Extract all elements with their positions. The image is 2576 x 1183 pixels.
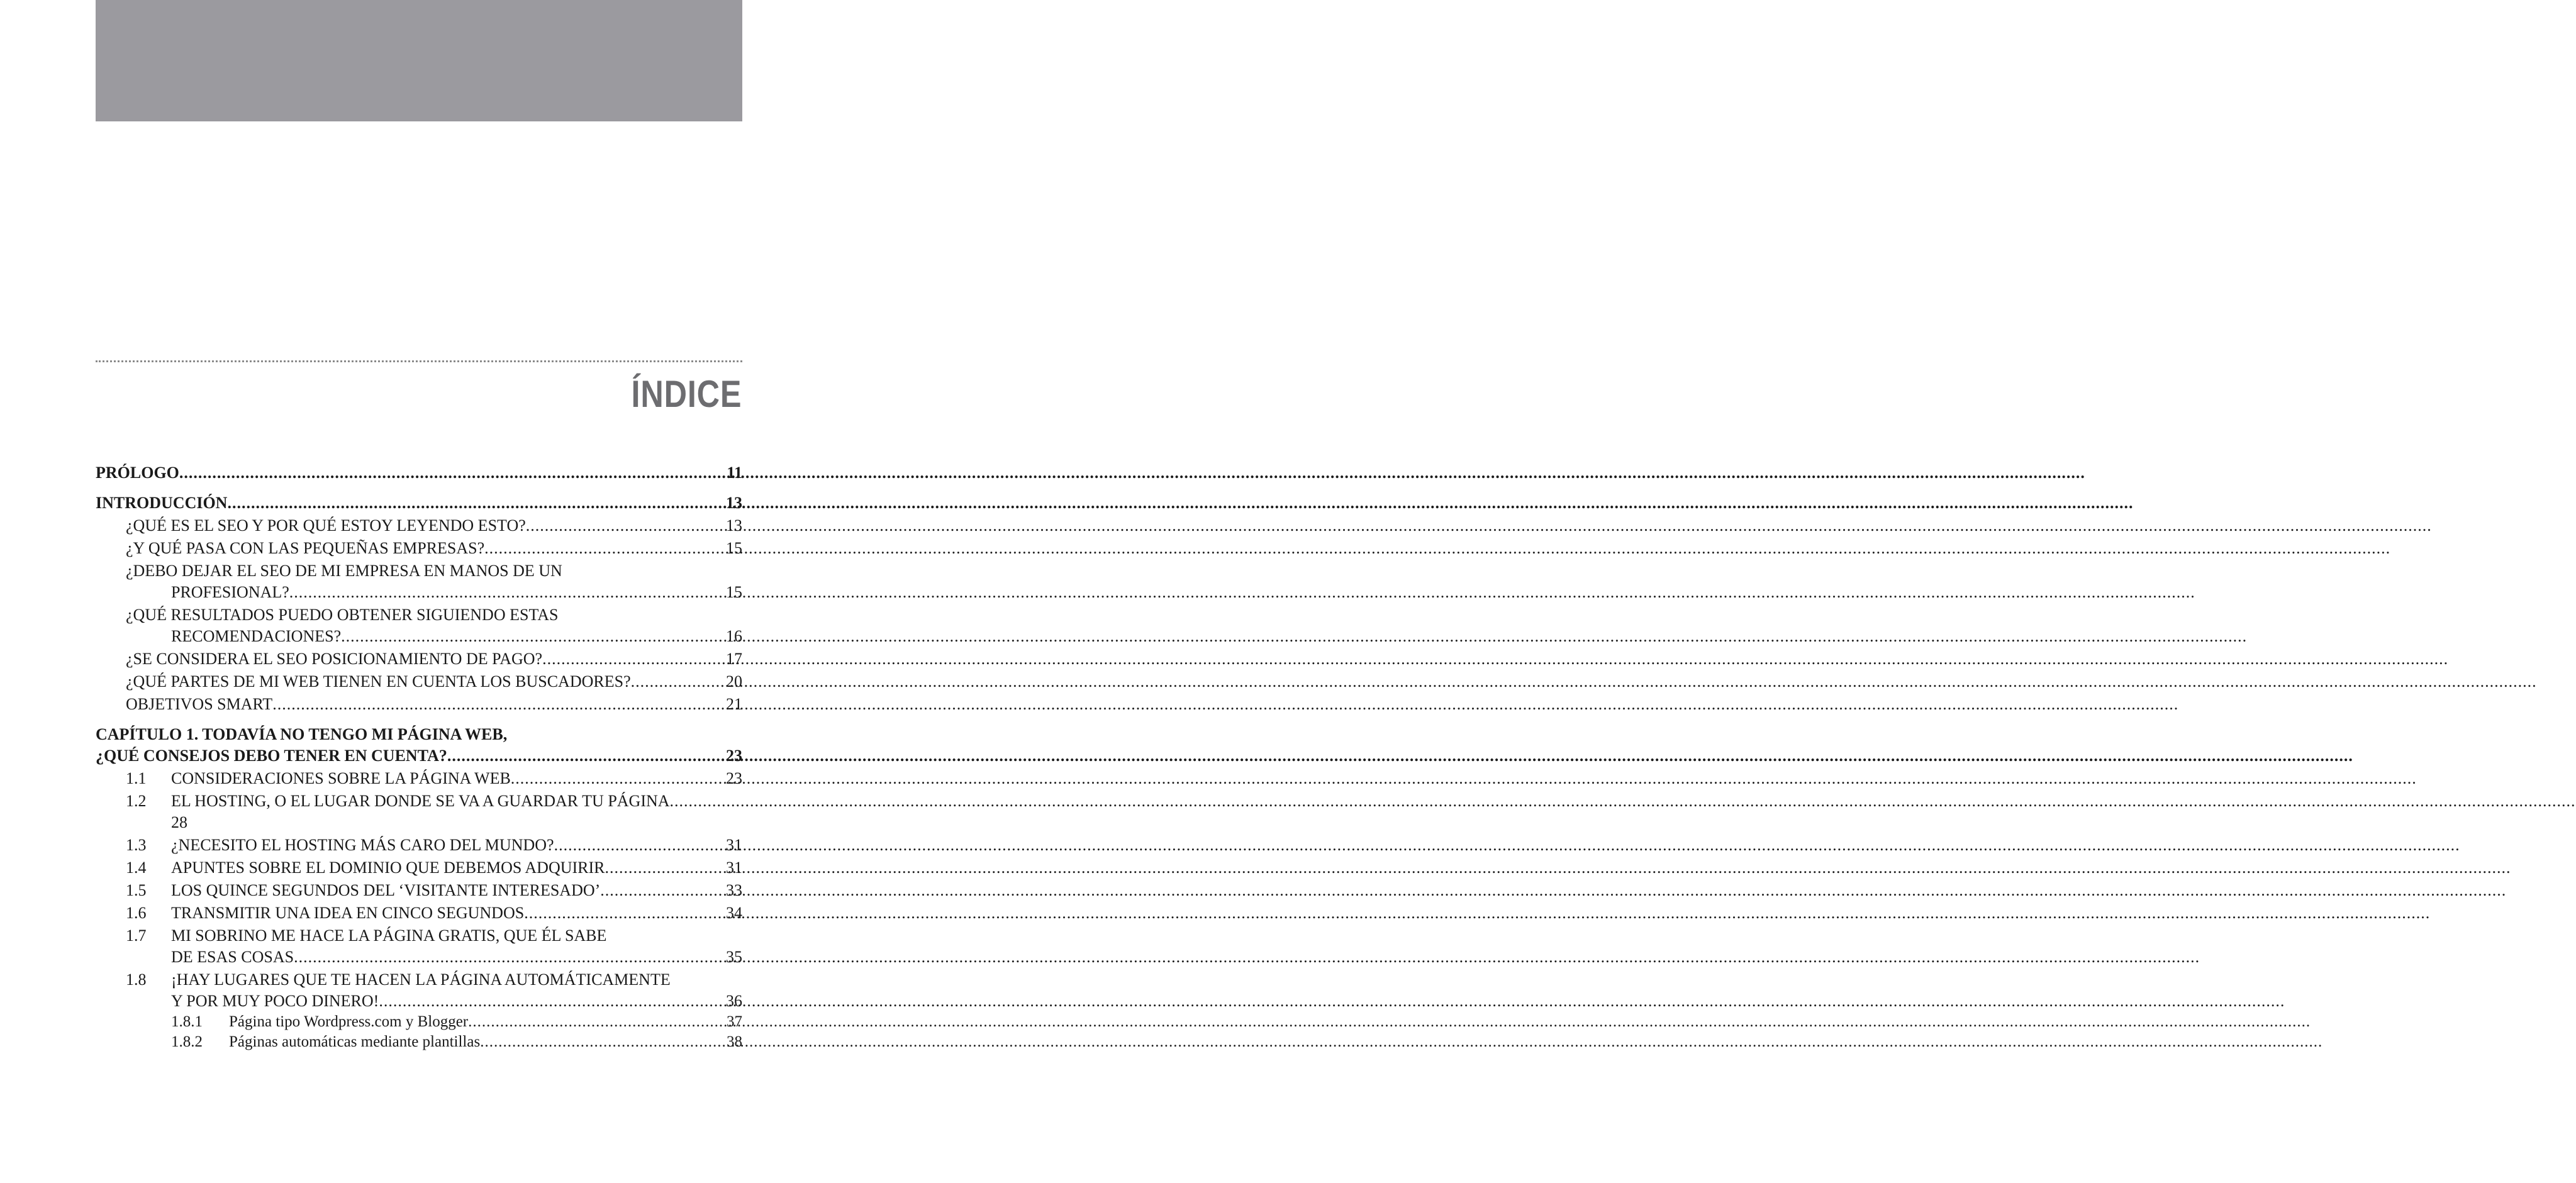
toc-entry-title-line1: CAPÍTULO 1. TODAVÍA NO TENGO MI PÁGINA WEB,	[96, 725, 508, 743]
toc-entry[interactable]	[96, 969, 742, 1012]
dot-leader	[447, 745, 725, 767]
toc-entry[interactable]	[96, 538, 742, 559]
dot-leader	[605, 857, 725, 879]
toc-entry-title: LOS QUINCE SEGUNDOS DEL ‘VISITANTE INTERESADO’	[171, 881, 601, 899]
toc-page-number: 23	[726, 769, 742, 787]
toc-entry-title: ¿QUÉ ES EL SEO Y POR QUÉ ESTOY LEYENDO ESTO?	[126, 516, 526, 535]
toc-page-number: 36	[726, 992, 742, 1010]
dotted-rule	[96, 360, 742, 362]
toc-entry[interactable]	[96, 694, 742, 715]
dot-leader	[511, 768, 725, 789]
section-number: 1.5	[126, 881, 147, 899]
toc-page-number: 31	[726, 836, 742, 854]
toc-entry[interactable]	[96, 925, 742, 968]
toc-page-number: 16	[726, 627, 742, 645]
dot-leader	[294, 947, 725, 968]
toc-page-number: 34	[726, 904, 742, 922]
section-number: 1.3	[126, 836, 147, 854]
toc-entry[interactable]	[96, 880, 742, 901]
dot-leader	[524, 903, 725, 924]
toc-page-number: 13	[726, 516, 742, 535]
dot-leader	[484, 538, 725, 559]
section-number: 1.8.1	[171, 1013, 203, 1030]
toc-entry-title: INTRODUCCIÓN	[96, 494, 228, 512]
section-number: 1.2	[126, 792, 147, 810]
toc-entry-title: ¿QUÉ PARTES DE MI WEB TIENEN EN CUENTA LOS BUSCADORES?	[126, 672, 631, 691]
toc-entry-title: APUNTES SOBRE EL DOMINIO QUE DEBEMOS ADQUIRIR	[171, 858, 605, 877]
toc-entry[interactable]	[96, 791, 742, 833]
toc-page-number: 28	[171, 813, 187, 831]
toc-entry-title: ¿SE CONSIDERA EL SEO POSICIONAMIENTO DE PAGO?	[126, 650, 543, 668]
toc-entry-title: ¿NECESITO EL HOSTING MÁS CARO DEL MUNDO?	[171, 836, 554, 854]
toc-entry-title-line1: ¡HAY LUGARES QUE TE HACEN LA PÁGINA AUTOMÁTICAMENTE	[171, 970, 671, 989]
dot-leader	[526, 515, 725, 536]
page-title: ÍNDICE	[631, 373, 742, 415]
toc-page-number: 13	[726, 494, 742, 512]
toc-entry-title: Páginas automáticas mediante plantillas	[229, 1033, 481, 1050]
toc-entry-title: PROFESIONAL?	[171, 583, 289, 601]
toc-page-number: 35	[726, 948, 742, 966]
section-number: 1.8	[126, 970, 147, 989]
toc-page-number: 38	[727, 1033, 742, 1050]
toc-page-number: 20	[726, 672, 742, 691]
dot-leader	[272, 694, 725, 715]
toc-page-number: 23	[726, 747, 742, 765]
toc-page-number: 31	[726, 858, 742, 877]
dot-leader	[480, 1032, 725, 1052]
toc-page-number: 17	[726, 650, 742, 668]
dot-leader	[631, 671, 725, 692]
dot-leader	[600, 880, 725, 901]
toc-entry[interactable]	[96, 857, 742, 879]
toc-entry-title-line1: ¿QUÉ RESULTADOS PUEDO OBTENER SIGUIENDO ESTAS	[126, 606, 559, 624]
toc-entry-title: Página tipo Wordpress.com y Blogger	[229, 1013, 469, 1030]
toc-entry[interactable]	[96, 768, 742, 789]
dot-leader	[289, 582, 725, 603]
toc-entry-title: CONSIDERACIONES SOBRE LA PÁGINA WEB	[171, 769, 511, 787]
section-number: 1.4	[126, 858, 147, 877]
section-number: 1.1	[126, 769, 147, 787]
toc-entry-title: DE ESAS COSAS	[171, 948, 294, 966]
toc-page-number: 11	[727, 464, 742, 482]
dot-leader	[468, 1012, 725, 1032]
toc-entry-title: TRANSMITIR UNA IDEA EN CINCO SEGUNDOS	[171, 904, 525, 922]
toc-entry-title: EL HOSTING, O EL LUGAR DONDE SE VA A GUARDAR TU PÁGINA	[171, 792, 670, 810]
toc-entry[interactable]	[96, 648, 742, 670]
toc-entry[interactable]	[96, 835, 742, 856]
toc-page-number: 15	[726, 583, 742, 601]
toc-entry[interactable]	[96, 604, 742, 647]
section-number: 1.8.2	[171, 1033, 203, 1050]
toc-page-number: 33	[726, 881, 742, 899]
toc-subentry[interactable]	[96, 1012, 742, 1032]
toc-entry-title: OBJETIVOS SMART	[126, 695, 273, 713]
toc-entry-title: PRÓLOGO	[96, 464, 179, 482]
dot-leader	[227, 492, 725, 514]
toc-subentry[interactable]	[96, 1032, 742, 1052]
toc-entry[interactable]	[96, 515, 742, 536]
toc-page-number: 15	[726, 539, 742, 557]
header-gray-band	[96, 0, 742, 121]
toc-entry-title-line1: MI SOBRINO ME HACE LA PÁGINA GRATIS, QUE ÉL SABE	[171, 926, 607, 945]
toc-entry-title: ¿QUÉ CONSEJOS DEBO TENER EN CUENTA?	[96, 747, 447, 765]
toc-entry-title: Y POR MUY POCO DINERO!	[171, 992, 379, 1010]
toc-entry-capitulo-1[interactable]	[96, 724, 742, 767]
toc-entry[interactable]	[96, 903, 742, 924]
table-of-contents	[96, 462, 742, 1052]
toc-page-number: 21	[726, 695, 742, 713]
dot-leader	[554, 835, 725, 856]
dot-leader	[341, 626, 725, 647]
toc-page-number: 37	[727, 1013, 742, 1030]
toc-entry-title: ¿Y QUÉ PASA CON LAS PEQUEÑAS EMPRESAS?	[126, 539, 485, 557]
toc-entry-title-line1: ¿DEBO DEJAR EL SEO DE MI EMPRESA EN MANOS DE UN	[126, 562, 562, 580]
dot-leader	[542, 648, 725, 670]
dot-leader	[379, 991, 725, 1012]
section-number: 1.7	[126, 926, 147, 945]
toc-entry[interactable]	[96, 671, 742, 692]
toc-entry-title: RECOMENDACIONES?	[171, 627, 342, 645]
toc-entry-prologo[interactable]	[96, 462, 742, 484]
toc-entry[interactable]	[96, 560, 742, 603]
dot-leader	[179, 462, 726, 484]
section-number: 1.6	[126, 904, 147, 922]
toc-entry-introduccion[interactable]	[96, 492, 742, 514]
dot-leader	[670, 791, 742, 812]
